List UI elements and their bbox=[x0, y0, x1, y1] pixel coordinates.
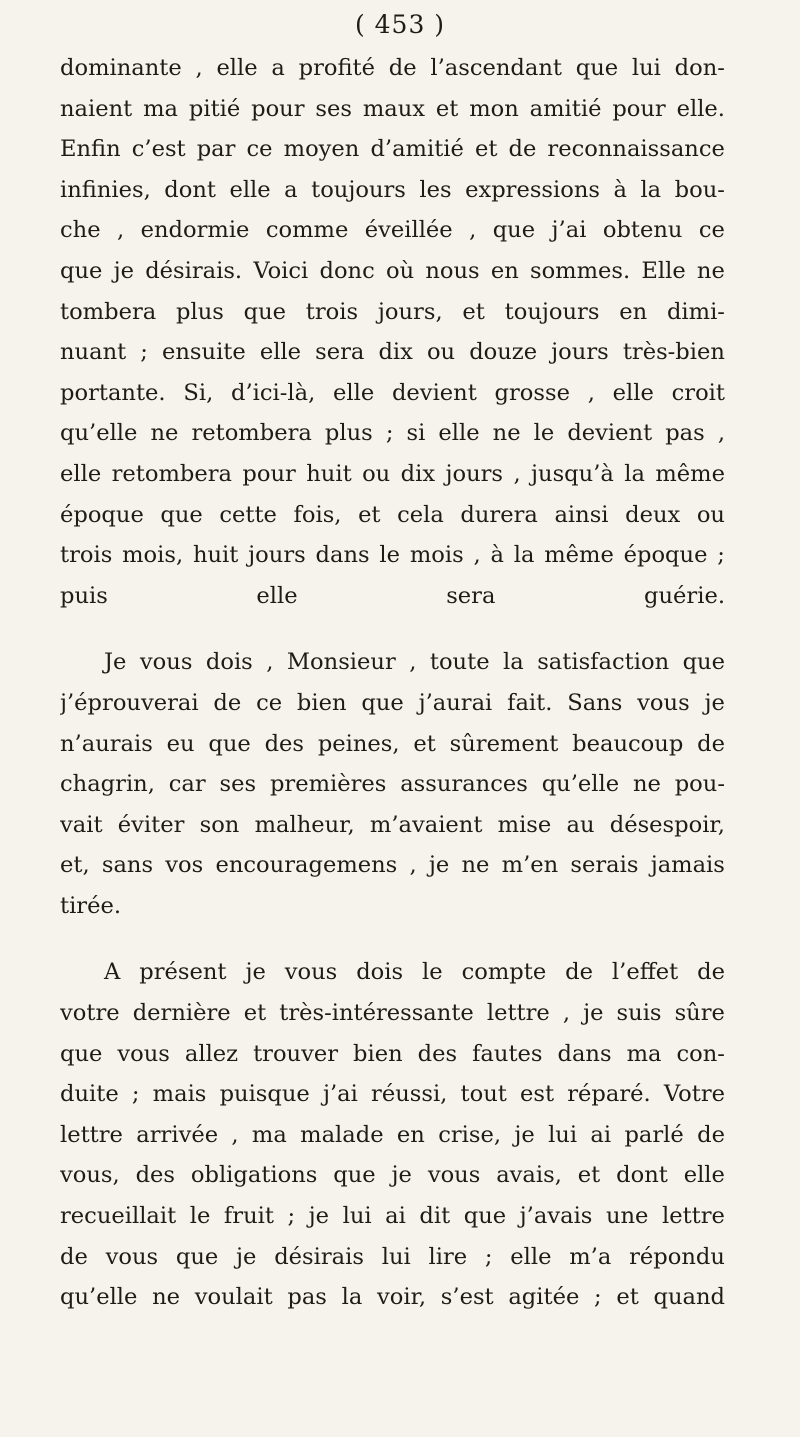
text-line: Enfin c’est par ce moyen d’amitié et de reconnaissance bbox=[60, 136, 725, 163]
text-line: puis elle sera guérie. bbox=[60, 582, 725, 609]
text-line: j’éprouverai de ce bien que j’aurai fait. Sans vous je bbox=[60, 689, 725, 716]
text-line: nuant ; ensuite elle sera dix ou douze jours très-bien bbox=[60, 339, 725, 366]
text-line: elle retombera pour huit ou dix jours , jusqu’à la même bbox=[60, 460, 725, 487]
text-line: que vous allez trouver bien des fautes dans ma con- bbox=[60, 1040, 725, 1067]
text-line: naient ma pitié pour ses maux et mon amitié pour elle. bbox=[60, 95, 725, 122]
text-line: vous, des obligations que je vous avais, et dont elle bbox=[60, 1162, 725, 1189]
text-line: Je vous dois , Monsieur , toute la satisfaction que bbox=[104, 649, 725, 676]
text-line: qu’elle ne retombera plus ; si elle ne le devient pas , bbox=[60, 420, 725, 447]
text-line: portante. Si, d’ici-là, elle devient grosse , elle croit bbox=[60, 379, 725, 406]
text-line: che , endormie comme éveillée , que j’ai obtenu ce bbox=[60, 217, 725, 244]
paragraph-1 bbox=[60, 48, 725, 616]
text-line: époque que cette fois, et cela durera ainsi deux ou bbox=[60, 501, 725, 528]
text-line: tombera plus que trois jours, et toujours en dimi- bbox=[60, 298, 725, 325]
text-line: recueillait le fruit ; je lui ai dit que j’avais une lettre bbox=[60, 1203, 725, 1230]
text-line: votre dernière et très-intéressante lettre , je suis sûre bbox=[60, 1000, 725, 1027]
text-line: qu’elle ne voulait pas la voir, s’est agitée ; et quand bbox=[60, 1284, 725, 1311]
text-line: de vous que je désirais lui lire ; elle m’a répondu bbox=[60, 1243, 725, 1270]
paragraph-gap bbox=[60, 926, 725, 952]
text-line: tirée. bbox=[60, 892, 122, 919]
text-line: lettre arrivée , ma malade en crise, je lui ai parlé de bbox=[60, 1121, 725, 1148]
text-line: infinies, dont elle a toujours les expressions à la bou- bbox=[60, 176, 725, 203]
text-line: A présent je vous dois le compte de l’effet de bbox=[104, 959, 725, 986]
paragraph-3 bbox=[60, 952, 725, 1317]
text-line: duite ; mais puisque j’ai réussi, tout est réparé. Votre bbox=[60, 1081, 725, 1108]
text-line: trois mois, huit jours dans le mois , à la même époque ; bbox=[60, 542, 725, 569]
text-line: et, sans vos encouragemens , je ne m’en serais jamais bbox=[60, 852, 725, 879]
text-line: dominante , elle a profité de l’ascendant que lui don- bbox=[60, 55, 725, 81]
paragraph-2 bbox=[60, 642, 725, 926]
text-line: chagrin, car ses premières assurances qu’elle ne pou- bbox=[60, 771, 725, 798]
text-line: que je désirais. Voici donc où nous en sommes. Elle ne bbox=[60, 257, 725, 284]
paragraph-gap bbox=[60, 616, 725, 642]
page-number: ( 453 ) bbox=[354, 10, 446, 39]
text-line: vait éviter son malheur, m’avaient mise au désespoir, bbox=[60, 811, 725, 838]
body-text bbox=[60, 48, 725, 1318]
text-line: n’aurais eu que des peines, et sûrement beaucoup de bbox=[60, 730, 725, 757]
